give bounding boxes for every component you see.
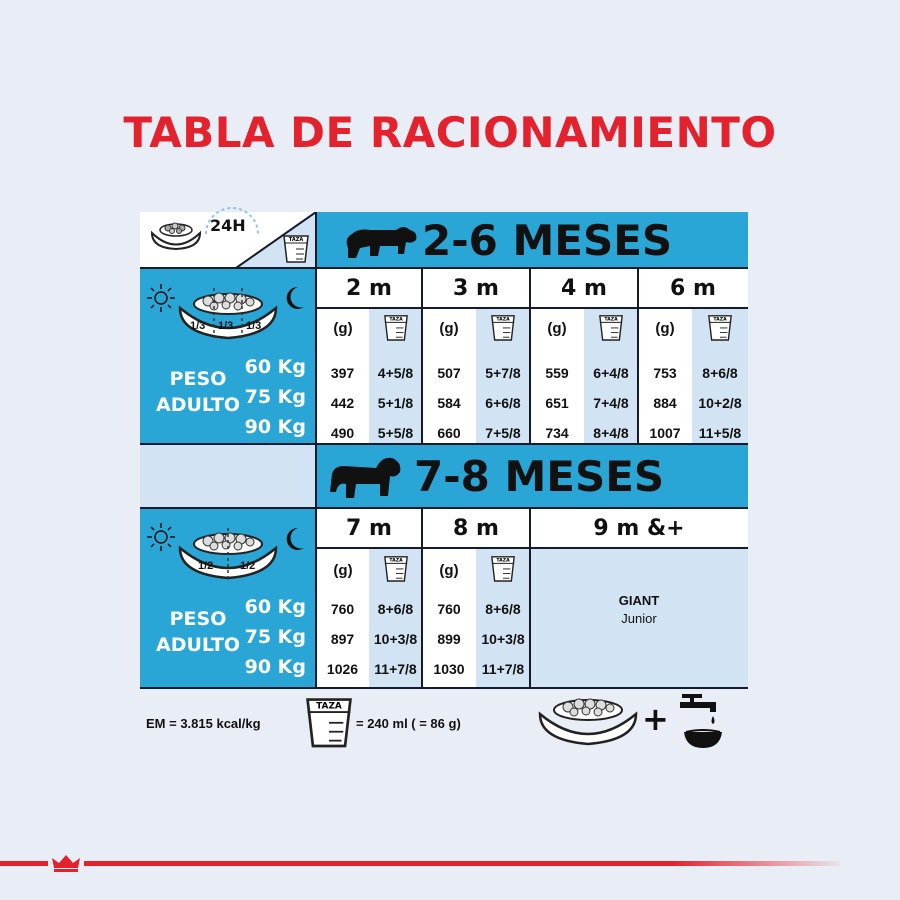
cups-cell: 6+6/8 [485, 395, 521, 411]
cups-cell: 11+7/8 [374, 661, 417, 677]
peso-adulto-label [150, 366, 246, 418]
grid-line [421, 508, 423, 688]
weight-90: 90 Kg [244, 416, 306, 438]
weight-90: 90 Kg [244, 656, 306, 678]
grams-cell: 584 [437, 395, 461, 411]
unit-g: (g) [333, 562, 353, 579]
age-9m-plus: 9 m &+ [593, 516, 685, 541]
sun-icon [146, 283, 176, 313]
age-8m: 8 m [453, 516, 499, 541]
fraction-label: 1/2 [240, 560, 256, 572]
grams-cell: 1030 [433, 661, 465, 677]
peso-label: PESO [169, 368, 227, 390]
food-bowl-icon [536, 692, 640, 748]
food-bowl-icon [176, 526, 280, 582]
grid-line [421, 268, 423, 444]
peso-adulto-label [150, 606, 246, 658]
grams-cell: 660 [437, 425, 461, 441]
grams-cell: 899 [437, 631, 461, 647]
cups-cell: 10+3/8 [373, 631, 418, 647]
cups-cell: 8+6/8 [485, 601, 521, 617]
age-4m: 4 m [561, 276, 607, 301]
weight-list [240, 352, 306, 442]
moon-icon [284, 285, 306, 311]
cups-cell: 4+5/8 [377, 365, 414, 381]
svg-text:TAZA: TAZA [496, 558, 510, 564]
grid-line [315, 212, 317, 688]
svg-text:TAZA: TAZA [316, 701, 342, 712]
age-2m: 2 m [346, 276, 392, 301]
fraction-label: 1/2 [198, 560, 214, 572]
cups-cell: 5+7/8 [485, 365, 521, 381]
grams-cell: 1026 [326, 661, 359, 677]
cup-icon [490, 311, 516, 343]
grams-cell: 760 [437, 601, 461, 617]
section1-heading: 2-6 MESES [422, 216, 673, 265]
age-6m: 6 m [670, 276, 716, 301]
grams-cell: 760 [330, 601, 355, 617]
svg-text:TAZA: TAZA [496, 317, 510, 323]
cups-cell: 11+7/8 [481, 661, 525, 677]
peso-label: PESO [169, 608, 227, 630]
weight-list [240, 592, 306, 682]
grams-cell: 734 [545, 425, 569, 441]
food-bowl-icon [176, 286, 280, 342]
adulto-label: ADULTO [156, 634, 240, 656]
energy-label: EM = 3.815 kcal/kg [146, 716, 261, 731]
fraction-label: 1/3 [246, 320, 262, 332]
water-tap-icon [676, 690, 726, 752]
section1-rows [316, 358, 748, 448]
grams-cell: 651 [545, 395, 569, 411]
unit-g: (g) [655, 320, 675, 337]
grams-cell: 1007 [649, 425, 681, 441]
svg-text:TAZA: TAZA [288, 237, 304, 243]
food-bowl-icon [148, 218, 204, 252]
plus-sign: + [642, 700, 669, 738]
junior-label: Junior [621, 611, 657, 626]
cups-cell: 10+2/8 [698, 395, 742, 411]
cups-cell: 10+3/8 [481, 631, 525, 647]
cups-cell: 8+6/8 [702, 365, 738, 381]
grid-line [140, 687, 748, 689]
grams-cell: 397 [330, 365, 355, 381]
unit-g: (g) [547, 320, 567, 337]
svg-text:TAZA: TAZA [389, 317, 403, 323]
grams-cell: 507 [437, 365, 461, 381]
unit-g: (g) [439, 320, 459, 337]
fraction-label: 1/3 [218, 320, 234, 332]
weight-60: 60 Kg [244, 596, 306, 618]
cup-icon [282, 232, 310, 264]
brand-bar [0, 861, 840, 866]
svg-text:TAZA: TAZA [604, 317, 618, 323]
age-7m: 7 m [346, 516, 392, 541]
fraction-label: 1/3 [190, 320, 206, 332]
label-24h: 24H [210, 216, 246, 235]
table-row [316, 624, 530, 654]
section2-heading: 7-8 MESES [414, 452, 665, 501]
cup-icon [707, 311, 733, 343]
cups-cell: 8+4/8 [593, 425, 629, 441]
table-row [316, 654, 530, 684]
cups-cell: 5+1/8 [377, 395, 414, 411]
grams-cell: 884 [653, 395, 677, 411]
cup-icon [383, 552, 409, 584]
puppy-icon [340, 218, 420, 264]
cup-icon [304, 692, 354, 750]
cups-cell: 5+5/8 [377, 425, 414, 441]
cup-equivalence: = 240 ml ( = 86 g) [356, 716, 461, 731]
grams-cell: 897 [330, 631, 355, 647]
grid-line [529, 508, 531, 688]
dog-icon [326, 452, 406, 502]
unit-g: (g) [333, 320, 353, 337]
grid-line [316, 547, 748, 549]
grid-line [637, 268, 639, 444]
cups-cell: 7+4/8 [593, 395, 629, 411]
svg-text:TAZA: TAZA [713, 317, 727, 323]
cup-icon [383, 311, 409, 343]
cups-cell: 6+4/8 [593, 365, 629, 381]
section2-rows [316, 594, 530, 684]
weight-60: 60 Kg [244, 356, 306, 378]
cup-icon [598, 311, 624, 343]
grid-line [140, 267, 748, 269]
cups-cell: 11+5/8 [698, 425, 742, 441]
table-row [316, 594, 530, 624]
grid-line [140, 443, 748, 445]
grid-line [529, 268, 531, 444]
unit-g: (g) [439, 562, 459, 579]
grid-line [316, 307, 748, 309]
cups-cell: 7+5/8 [485, 425, 521, 441]
page-title: TABLA DE RACIONAMIENTO [123, 108, 777, 157]
weight-75: 75 Kg [244, 386, 306, 408]
weight-75: 75 Kg [244, 626, 306, 648]
crown-logo-icon [48, 852, 84, 874]
age-3m: 3 m [453, 276, 499, 301]
giant-junior-label [530, 592, 748, 628]
svg-text:TAZA: TAZA [389, 558, 403, 564]
giant-label: GIANT [618, 593, 660, 608]
cup-icon [490, 552, 516, 584]
cups-cell: 8+6/8 [377, 601, 414, 617]
adulto-label: ADULTO [156, 394, 240, 416]
grams-cell: 559 [545, 365, 569, 381]
table-row [316, 358, 748, 388]
grid-line [140, 507, 748, 509]
grams-cell: 490 [330, 425, 355, 441]
table-row [316, 388, 748, 418]
sun-icon [146, 522, 176, 552]
grams-cell: 753 [653, 365, 677, 381]
section2-header-left [140, 444, 316, 508]
moon-icon [284, 526, 306, 552]
grams-cell: 442 [330, 395, 355, 411]
